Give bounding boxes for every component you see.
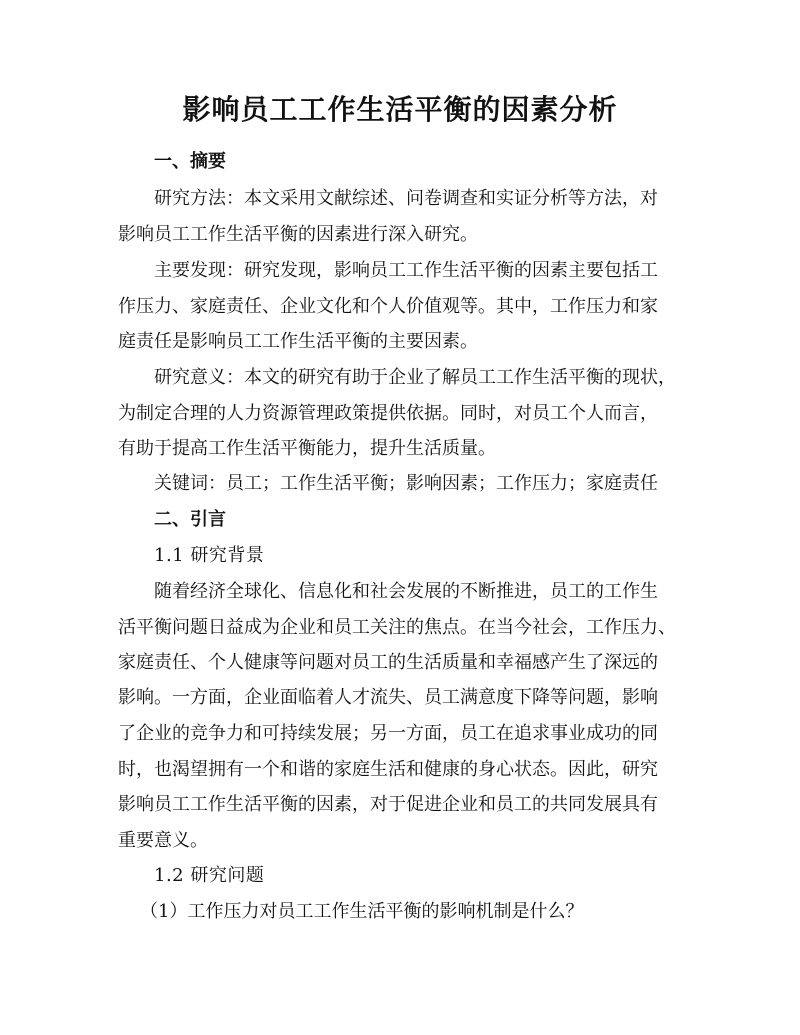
subsection-1-1-heading: 1.1 研究背景: [154, 545, 265, 566]
intro-heading: 二、引言: [154, 509, 226, 530]
keywords-line: 关键词：员工；工作生活平衡；影响因素；工作压力；家庭责任: [154, 473, 658, 494]
abstract-significance-line-2: 为制定合理的人力资源管理政策提供依据。同时，对员工个人而言，: [118, 403, 658, 424]
background-line-2: 活平衡问题日益成为企业和员工关注的焦点。在当今社会，工作压力、: [118, 617, 676, 638]
abstract-significance-line-3: 有助于提高工作生活平衡能力，提升生活质量。: [118, 438, 496, 459]
abstract-heading: 一、摘要: [154, 151, 226, 172]
background-line-1: 随着经济全球化、信息化和社会发展的不断推进，员工的工作生: [154, 581, 658, 602]
background-line-6: 时，也渴望拥有一个和谐的家庭生活和健康的身心状态。因此，研究: [118, 759, 658, 780]
abstract-method-line-1: 研究方法：本文采用文献综述、问卷调查和实证分析等方法，对: [154, 188, 658, 209]
background-line-4: 影响。一方面，企业面临着人才流失、员工满意度下降等问题，影响: [118, 687, 658, 708]
background-line-7: 影响员工工作生活平衡的因素，对于促进企业和员工的共同发展具有: [118, 794, 658, 815]
abstract-method-line-2: 影响员工工作生活平衡的因素进行深入研究。: [118, 224, 478, 245]
background-line-3: 家庭责任、个人健康等问题对员工的生活质量和幸福感产生了深远的: [118, 652, 658, 673]
subsection-1-2-heading: 1.2 研究问题: [154, 865, 265, 886]
abstract-findings-line-1: 主要发现：研究发现，影响员工工作生活平衡的因素主要包括工: [154, 260, 658, 281]
document-title: 影响员工工作生活平衡的因素分析: [182, 93, 618, 126]
abstract-findings-line-3: 庭责任是影响员工工作生活平衡的主要因素。: [118, 331, 478, 352]
abstract-significance-line-1: 研究意义：本文的研究有助于企业了解员工工作生活平衡的现状，: [154, 367, 676, 388]
background-line-8: 重要意义。: [118, 830, 208, 851]
abstract-findings-line-2: 作压力、家庭责任、企业文化和个人价值观等。其中，工作压力和家: [118, 296, 658, 317]
research-question-1: （1）工作压力对员工工作生活平衡的影响机制是什么？: [140, 901, 584, 922]
background-line-5: 了企业的竞争力和可持续发展；另一方面，员工在追求事业成功的同: [118, 723, 658, 744]
